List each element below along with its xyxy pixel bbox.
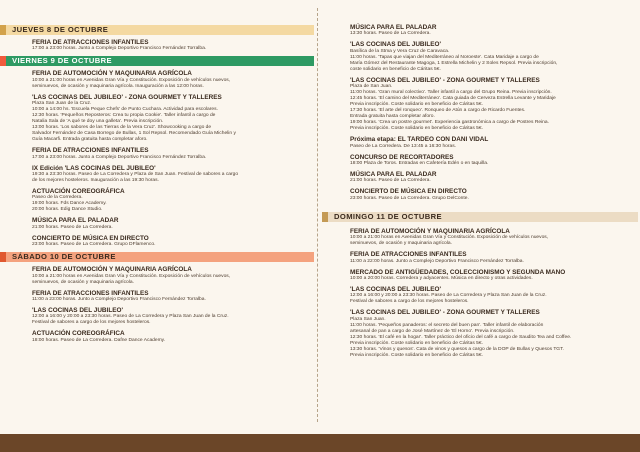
event-description-line: 21:00 horas. Paseo de La Corredera. [350, 178, 431, 184]
day-header [322, 212, 638, 222]
event-item [0, 147, 314, 160]
event-item [322, 41, 638, 72]
event-title: MÚSICA PARA EL PALADAR [350, 171, 437, 179]
event-description-line: 20:00 horas. Edig Dance Studio. [32, 207, 103, 213]
ribbon-decoration [322, 212, 328, 222]
event-description-line: 10:00 a 21:00 horas en Avenidas Gran Vía y Constitución. Exposición de vehículos nuevos, [350, 235, 549, 241]
event-description-line: 10:00 a 20:00 horas. Corredera y adyacentes. Música en directo y otras actividades. [350, 276, 533, 282]
event-item [322, 269, 638, 282]
event-description-line: 23:00 horas. Paseo de La Corredera. Grupo DFlamenco. [32, 242, 156, 248]
event-description-line: 19:00 horas. Fds Dance Academy. [32, 201, 107, 207]
event-description-line: Previa inscripción. Coste solidario en beneficio de Cáritas 5€. [350, 352, 483, 358]
event-item [0, 165, 314, 184]
event-description-line: 10:00 a 14:00 hs. 'Escuela Peque Chefs' de Punto Cuchara. Actividad para escolares. [32, 107, 218, 113]
event-description-line: Natalia Sala de 'A qué te doy una galleta'. Previa inscripción. [32, 119, 164, 125]
day-header-label: DOMINGO 11 DE OCTUBRE [334, 211, 442, 221]
event-title: ACTUACIÓN COREOGRÁFICA [32, 188, 125, 196]
event-description-line: 17:30 horas. 'El arte del ronqueo'. Ronqueo de Atún a cargo de Ricardo Fuentes. [350, 108, 526, 114]
event-item [0, 290, 314, 303]
event-title: FERIA DE AUTOMOCIÓN Y MAQUINARIA AGRÍCOLA [32, 70, 192, 78]
event-title: 'LAS COCINAS DEL JUBILEO' [350, 41, 441, 49]
event-title: MÚSICA PARA EL PALADAR [32, 217, 119, 225]
event-title: MÚSICA PARA EL PALADAR [350, 24, 437, 31]
event-description-line: seminuevos, de ocasión y maquinaria agrícola. [350, 241, 452, 247]
footer-bar [0, 434, 640, 452]
event-description-line: 18:00 Plaza de Toros. Entradas en Cafetería Edén o en taquilla. [350, 161, 489, 167]
event-item [0, 70, 314, 89]
event-description-line: Festival de sabores a cargo de los mejores hosteleros. [32, 320, 151, 326]
event-description-line: Previa inscripción. Coste solidario en beneficio de Cáritas 5€. [350, 126, 483, 132]
event-title: CONCURSO DE RECORTADORES [350, 153, 454, 161]
event-item [322, 154, 638, 167]
event-description-line: 12:45 horas. 'El camino del Mediterráneo'. Cata guiada de Cerveza Estrella Levante y Maridaje [350, 96, 556, 102]
event-description-line: 13:00 horas. 'Los sabores de las Tierras de la Vera Cruz'. Showcooking a cargo de [32, 125, 212, 131]
column-divider [317, 8, 318, 422]
event-item [0, 330, 314, 343]
event-description-line: Paseo de la Corredera. [32, 195, 83, 201]
event-description-line: 23:00 horas. Paseo de La Corredera. Grupo DelConte. [350, 195, 469, 201]
event-description-line: 21:00 horas. Paseo de La Corredera. [32, 224, 113, 230]
event-description-line: 11:00 a 23:00 horas. Junto a Complejo Deportivo Francisco Fernández Torralba. [32, 297, 206, 303]
event-title: 'LAS COCINAS DEL JUBILEO' - ZONA GOURMET Y TALLERES [350, 309, 540, 317]
event-description-line: 17:00 a 23:00 horas. Junto a Complejo Deportivo Francisco Fernández Torralba. [32, 46, 207, 52]
event-description-line: 11:00 horas. 'Tapas que viajan del Mediterráneo al Noroeste'. Cata Maridaje a cargo de [350, 54, 539, 60]
day-header [0, 56, 314, 66]
event-title: 'LAS COCINAS DEL JUBILEO' [350, 286, 441, 294]
event-item [322, 188, 638, 201]
event-item [0, 307, 314, 326]
event-item [322, 77, 638, 132]
event-description-line: Plaza San Juan de la Cruz. [32, 101, 92, 107]
event-title: CONCIERTO DE MÚSICA EN DIRECTO [32, 234, 149, 242]
event-description-line: Previa inscripción. Coste solidario en beneficio de Cáritas 5€. [350, 102, 483, 108]
event-description-line: 19:30 a 23:30 horas. Paseo de La Corredera y Plaza de San Juan. Festival de sabores a cargo [32, 172, 239, 178]
day-header [0, 252, 314, 262]
event-item [322, 136, 638, 149]
event-description-line: Entrada gratuita hasta completar aforo. [350, 114, 435, 120]
event-item [0, 39, 314, 52]
event-description-line: Paseo de La Corredera. De 13:45 a 16:30 horas. [350, 143, 457, 149]
event-title: MERCADO DE ANTIGÜEDADES, COLECCIONISMO Y SEGUNDA MANO [350, 268, 566, 276]
right-column [322, 0, 638, 363]
event-title: IX Edición 'LAS COCINAS DEL JUBILEO' [32, 164, 156, 172]
event-description-line: 18:00 horas. Paseo de La Corredera. Dafne Dance Academy. [32, 337, 166, 343]
event-description-line: 10:00 a 21:00 horas en Avenidas Gran Vía y Constitución. Exposición de vehículos nuevos, [32, 77, 231, 83]
event-title: FERIA DE ATRACCIONES INFANTILES [32, 289, 149, 297]
event-title: FERIA DE AUTOMOCIÓN Y MAQUINARIA AGRÍCOLA [32, 266, 192, 274]
event-title: ACTUACIÓN COREOGRÁFICA [32, 330, 125, 338]
event-description-line: artesanal de pan a cargo de José Martínez de 'El Horno'. Previa inscripción. [350, 328, 515, 334]
event-description-line: 11:00 a 22:00 horas. Junto a Complejo Deportivo Francisco Fernández Torralba. [350, 258, 524, 264]
event-description-line: Guía Macarfi. Entrada gratuita hasta completar aforo. [32, 137, 148, 143]
event-description-line: Previa inscripción. Coste solidario en beneficio de Cáritas 5€. [350, 340, 483, 346]
event-item [322, 309, 638, 358]
event-description-line: de los mejores hosteleros. Inauguración a las 19:30 horas. [32, 178, 159, 184]
event-item [322, 286, 638, 305]
event-description-line: seminuevos, de ocasión y maquinaria agrícola. Inauguración a las 12:00 horas. [32, 83, 204, 89]
ribbon-decoration [0, 252, 6, 262]
event-description-line: 12:30 horas. 'El café en la hogar'. Taller práctico del oficio del café a cargo de Saudito Tea and Coffee. [350, 334, 572, 340]
event-item [0, 217, 314, 230]
event-title: FERIA DE ATRACCIONES INFANTILES [32, 147, 149, 155]
event-title: 'LAS COCINAS DEL JUBILEO' [32, 307, 123, 315]
event-description-line: Plaza San Juan. [350, 316, 386, 322]
event-title: 'LAS COCINAS DEL JUBILEO' - ZONA GOURMET Y TALLERES [32, 93, 222, 101]
event-description-line: 12:30 horas. 'Pequeños Reposteros: Crea tu propia Cookie'. Taller infantil a cargo de [32, 113, 216, 119]
event-description-line: 11:00 horas. 'Gran mural colectivo'. Taller infantil a cargo del Grupo Reina. Previa inscripción. [350, 90, 552, 96]
event-description-line: 10:00 a 21:00 horas en Avenidas Gran Vía y Constitución. Exposición de vehículos nuevos, [32, 273, 231, 279]
event-title: Próxima etapa: EL TARDEO CON DANI VIDAL [350, 136, 489, 144]
event-description-line: 13:30 horas. Paseo de La Corredera. [350, 31, 431, 37]
left-column [0, 0, 314, 348]
event-description-line: María Gómez del Restaurante Magoga, 1 Estrella Michelin y 2 Soles Repsol. Previa inscripción, [350, 60, 558, 66]
day-header-label: SÁBADO 10 DE OCTUBRE [12, 252, 116, 262]
event-description-line: Plaza de San Juan. [350, 84, 393, 90]
event-item [0, 188, 314, 213]
event-description-line: Festival de sabores a cargo de los mejores hosteleros. [350, 299, 469, 305]
event-description-line: coste solidario en beneficio de Cáritas 5€. [350, 66, 441, 72]
event-item [0, 235, 314, 248]
event-item [322, 251, 638, 264]
day-header [0, 25, 314, 35]
event-description-line: 19:00 horas. 'Crea un postre gourmet'. Experiencia gastronómica a cargo de Postres Reina. [350, 120, 549, 126]
day-header-label: VIERNES 9 DE OCTUBRE [12, 56, 112, 66]
event-title: CONCIERTO DE MÚSICA EN DIRECTO [350, 188, 467, 196]
event-description-line: 17:00 a 23:00 horas. Junto a Complejo Deportivo Francisco Fernández Torralba. [32, 154, 207, 160]
event-item [0, 266, 314, 285]
event-item [322, 228, 638, 247]
event-description-line: 11:00 horas. 'Pequeños panaderos: el secreto del buen pan'. Taller infantil de elaboración [350, 322, 544, 328]
event-item [322, 24, 638, 37]
day-header-label: JUEVES 8 DE OCTUBRE [12, 25, 109, 34]
event-description-line: 12:00 a 16:00 y 20:00 a 23:30 horas. Paseo de La Corredera y Plaza San Juan de la Cruz. [32, 314, 229, 320]
event-title: 'LAS COCINAS DEL JUBILEO' - ZONA GOURMET Y TALLERES [350, 76, 540, 84]
event-item [0, 94, 314, 143]
event-item [322, 171, 638, 184]
event-title: FERIA DE ATRACCIONES INFANTILES [350, 251, 467, 259]
ribbon-decoration [0, 25, 6, 35]
event-description-line: 12:00 a 16:00 y 20:00 a 23:30 horas. Paseo de La Corredera y Plaza San Juan de la Cruz. [350, 293, 547, 299]
event-description-line: 13:30 horas. 'Vinos y quesos'. Cata de vinos y quesos a cargo de la DOP de Bullas y Quesos TGT. [350, 346, 564, 352]
event-title: FERIA DE AUTOMOCIÓN Y MAQUINARIA AGRÍCOLA [350, 227, 510, 235]
event-description-line: Basílica de la Stma y Vera Cruz de Caravaca. [350, 48, 450, 54]
ribbon-decoration [0, 56, 6, 66]
event-description-line: Salvador Fernández de Casa Borrego de Bullas, 1 Sol Repsol. Recomendado Guía Michelin y [32, 131, 236, 137]
event-description-line: seminuevos, de ocasión y maquinaria agrícola. [32, 279, 134, 285]
event-title: FERIA DE ATRACCIONES INFANTILES [32, 39, 149, 46]
